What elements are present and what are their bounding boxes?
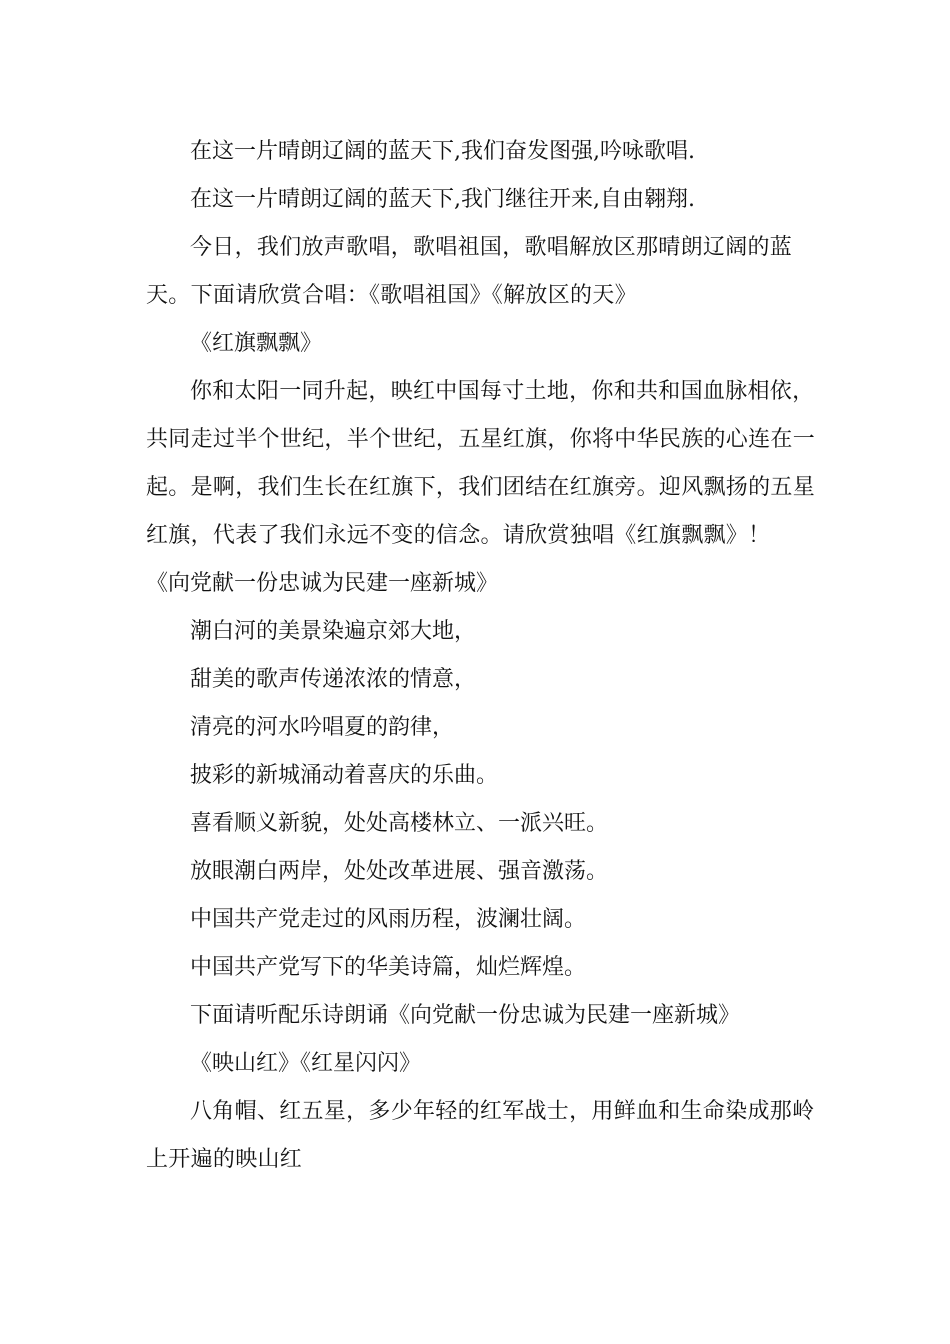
poem-line-7: 中国共产党走过的风雨历程，波澜壮阔。 <box>190 907 587 932</box>
poem-line-2: 甜美的歌声传递浓浓的情意， <box>190 667 477 692</box>
document-body <box>146 128 826 1184</box>
poem-line-4: 披彩的新城涌动着喜庆的乐曲。 <box>190 763 499 788</box>
paragraph-1: 在这一片晴朗辽阔的蓝天下,我们奋发图强,吟咏歌唱. <box>190 139 695 164</box>
section-heading-yingshanhong: 《映山红》《红星闪闪》 <box>190 1051 422 1076</box>
paragraph-5: 你和太阳一同升起，映红中国每寸土地，你和共和国血脉相依，共同走过半个世纪，半个世纪，五星红旗，你将中华民族的心连在一起。是啊，我们生长在红旗下，我们团结在红旗旁。迎风飘扬的五星红旗，代表了我们永远不变的信念。请欣赏独唱《红旗飘飘》！ <box>146 379 816 548</box>
paragraph-3: 今日，我们放声歌唱，歌唱祖国，歌唱解放区那晴朗辽阔的蓝天。下面请欣赏合唱：《歌唱祖国》《解放区的天》 <box>146 235 793 308</box>
poem-line-6: 放眼潮白两岸，处处改革进展、强音激荡。 <box>190 859 609 884</box>
poem-line-3: 清亮的河水吟唱夏的韵律， <box>190 715 455 740</box>
paragraph-recital-intro: 下面请听配乐诗朗诵《向党献一份忠诚为民建一座新城》 <box>190 1003 741 1028</box>
section-heading-xiangdang: 《向党献一份忠诚为民建一座新城》 <box>146 571 499 596</box>
poem-line-5: 喜看顺义新貌，处处高楼林立、一派兴旺。 <box>190 811 609 836</box>
paragraph-2: 在这一片晴朗辽阔的蓝天下,我门继往开来,自由翱翔. <box>190 187 695 212</box>
section-heading-hongqi: 《红旗飘飘》 <box>190 331 323 356</box>
paragraph-last: 八角帽、红五星，多少年轻的红军战士，用鲜血和生命染成那岭上开遍的映山红 <box>146 1099 815 1172</box>
poem-line-8: 中国共产党写下的华美诗篇，灿烂辉煌。 <box>190 955 587 980</box>
poem-line-1: 潮白河的美景染遍京郊大地， <box>190 619 477 644</box>
